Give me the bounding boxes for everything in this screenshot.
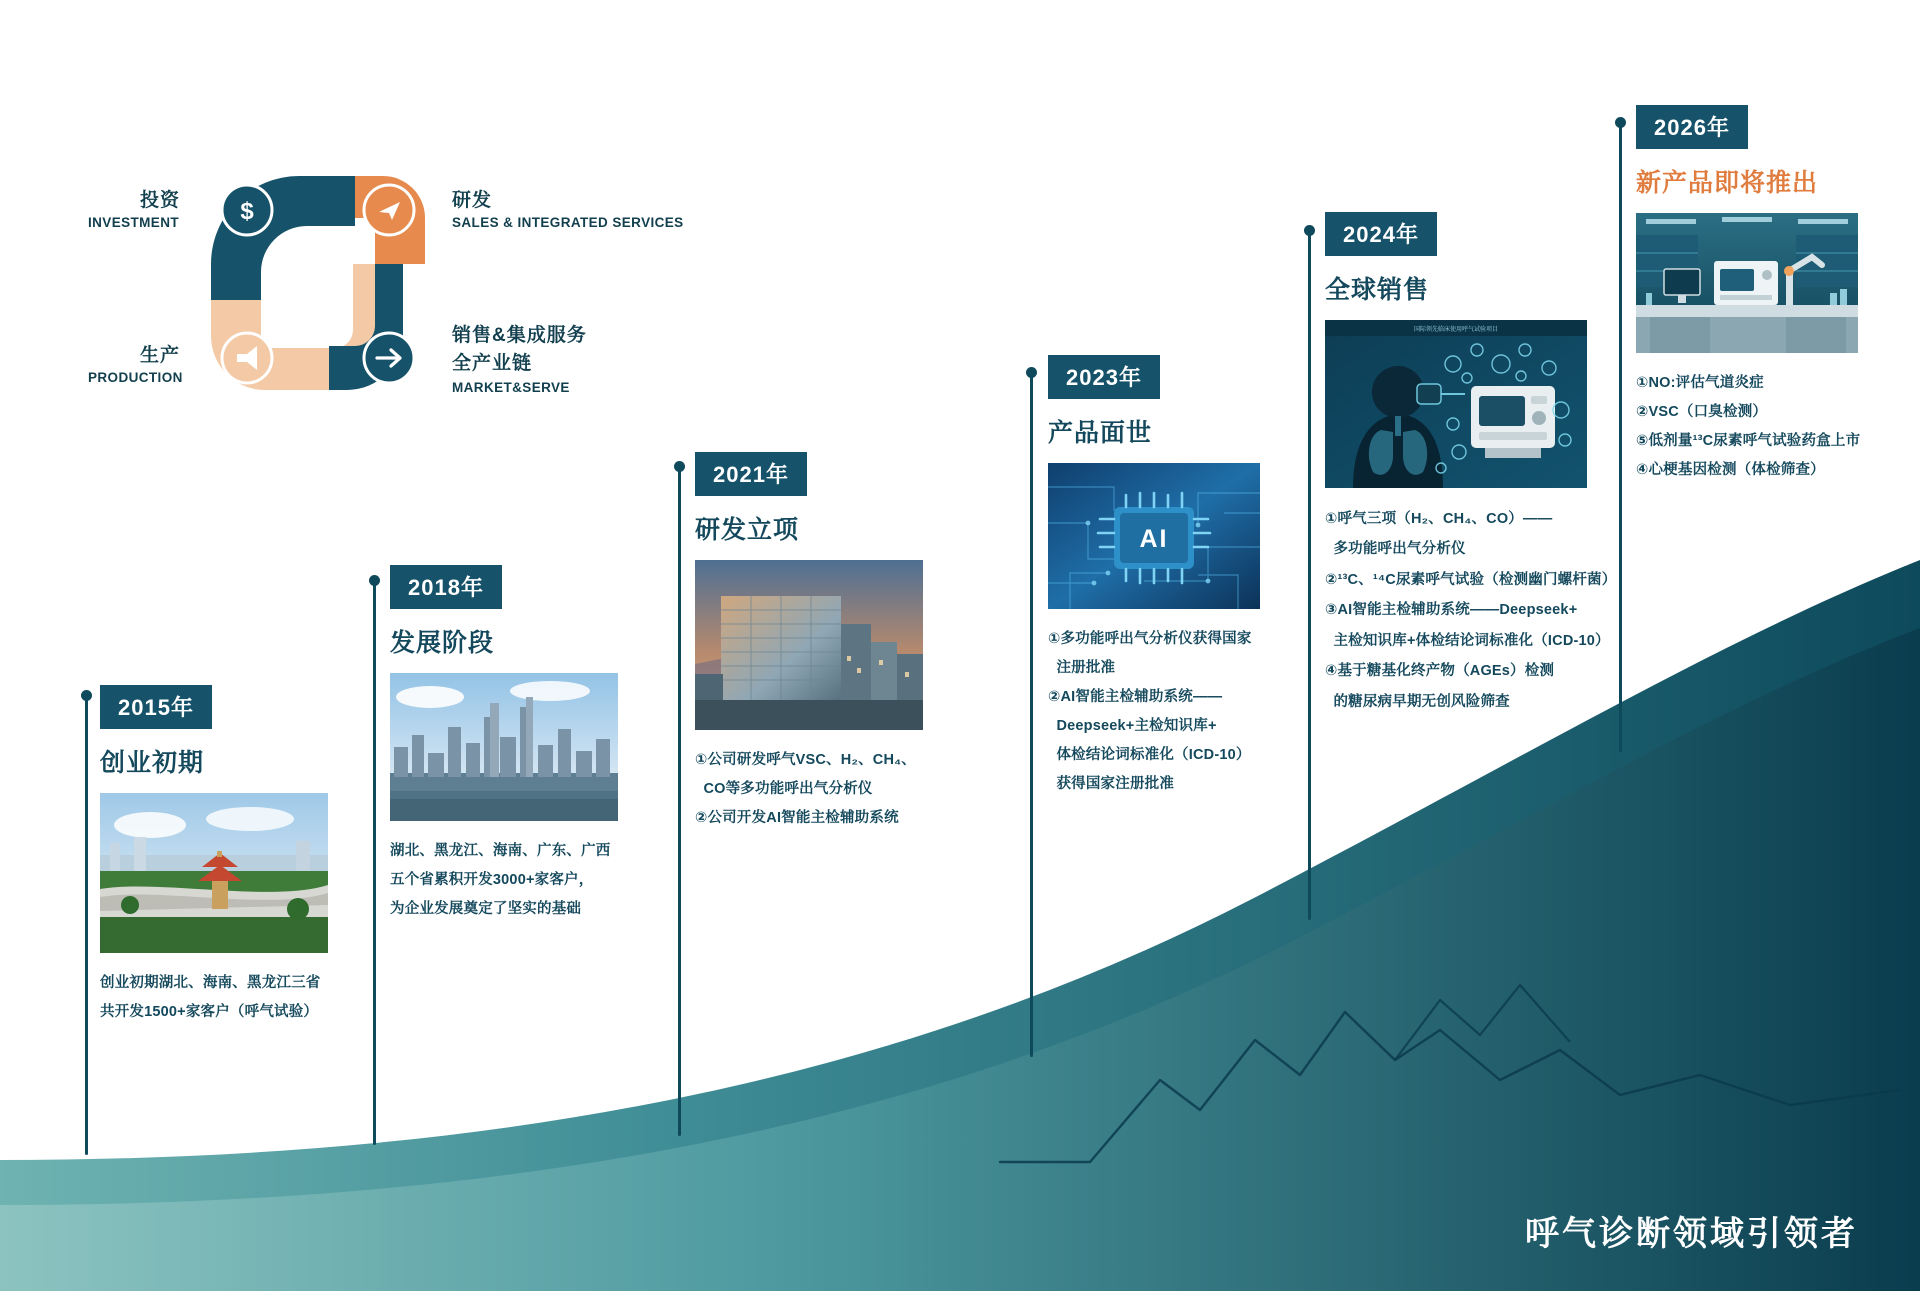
timeline-dot-2024 <box>1304 225 1315 236</box>
logo-label-sales-en: MARKET&SERVE <box>452 380 570 395</box>
timeline-node-2023 <box>1048 355 1348 799</box>
logo-label-rd-en: SALES & INTEGRATED SERVICES <box>452 215 684 230</box>
node-title-2015: 创业初期 <box>100 749 205 777</box>
svg-text:$: $ <box>240 198 254 225</box>
timeline-node-2018 <box>390 565 670 924</box>
logo-label-investment-cn: 投资 <box>140 190 181 211</box>
node-text-2015: 创业初期湖北、海南、黑龙江三省 共开发1500+家客户（呼气试验） <box>100 975 321 1020</box>
logo-label-sales-cn-1: 销售&集成服务 <box>452 325 587 346</box>
node-text-2021: ①公司研发呼气VSC、H₂、CH₄、 CO等多功能呼出气分析仪 ②公司开发AI智能主检辅助系统 <box>695 752 916 826</box>
timeline-stem-2023 <box>1030 372 1033 1057</box>
node-image-2015 <box>100 793 360 953</box>
svg-text:AI: AI <box>1139 525 1169 553</box>
brand-logo-block <box>78 168 778 398</box>
timeline-node-2026 <box>1636 105 1906 485</box>
node-title-2024: 全球销售 <box>1325 276 1430 304</box>
timeline-dot-2015 <box>81 690 92 701</box>
year-badge-2023: 2023年 <box>1048 355 1160 399</box>
logo-label-production-cn: 生产 <box>140 345 181 366</box>
timeline-dot-2018 <box>369 575 380 586</box>
node-title-2023: 产品面世 <box>1048 419 1153 447</box>
node-image-2023 <box>1048 463 1348 609</box>
timeline-stem-2021 <box>678 466 681 1136</box>
timeline-dot-2026 <box>1615 117 1626 128</box>
node-text-2026: ①NO:评估气道炎症 ②VSC（口臭检测） ⑤低剂量¹³C尿素呼气试验药盒上市 ④心梗基因检测（体检筛查） <box>1636 375 1861 478</box>
node-image-2018 <box>390 673 670 821</box>
logo-label-rd-cn: 研发 <box>452 190 493 211</box>
footer-slogan: 呼气诊断领域引领者 <box>1525 1215 1858 1253</box>
node-image-2026 <box>1636 213 1906 353</box>
node-text-2023: ①多功能呼出气分析仪获得国家 注册批准 ②AI智能主检辅助系统—— Deepseek+主检知识库+ 体检结论词标准化（ICD-10） 获得国家注册批准 <box>1048 631 1252 792</box>
year-badge-2024: 2024年 <box>1325 212 1437 256</box>
logo-label-production-en: PRODUCTION <box>88 370 183 385</box>
svg-text:国际领先临床使用呼气试验项目: 国际领先临床使用呼气试验项目 <box>1413 327 1499 333</box>
timeline-dot-2023 <box>1026 367 1037 378</box>
year-badge-2015: 2015年 <box>100 685 212 729</box>
timeline-stem-2018 <box>373 580 376 1145</box>
node-text-2024: ①呼气三项（H₂、CH₄、CO）—— 多功能呼出气分析仪 ②¹³C、¹⁴C尿素呼气试验（检测幽门螺杆菌） ③AI智能主检辅助系统——Deepseek+ 主检知识库+体检结论词标准化（ICD-10） ④基于糖基化终产物（AGEs）检测 的糖尿病早期无创风险筛查 <box>1325 511 1617 710</box>
year-badge-2021: 2021年 <box>695 452 807 496</box>
timeline-stem-2015 <box>85 695 88 1155</box>
timeline-node-2015 <box>100 685 360 1027</box>
brand-logo-graphic <box>203 168 433 398</box>
logo-label-sales-cn-2: 全产业链 <box>452 353 533 374</box>
year-badge-2026: 2026年 <box>1636 105 1748 149</box>
timeline-node-2021 <box>695 452 985 833</box>
year-badge-2018: 2018年 <box>390 565 502 609</box>
node-image-2021 <box>695 560 985 730</box>
node-title-2026: 新产品即将推出 <box>1636 169 1819 197</box>
timeline-dot-2021 <box>674 461 685 472</box>
node-text-2018: 湖北、黑龙江、海南、广东、广西 五个省累积开发3000+家客户， 为企业发展奠定了坚实的基础 <box>390 843 611 917</box>
node-title-2021: 研发立项 <box>695 516 800 544</box>
logo-label-investment-en: INVESTMENT <box>88 215 180 230</box>
node-title-2018: 发展阶段 <box>390 629 495 657</box>
